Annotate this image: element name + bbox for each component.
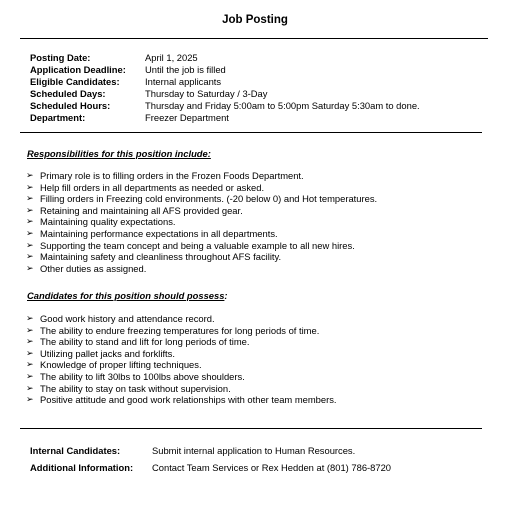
arrow-bullet-icon: ➢ — [26, 216, 34, 227]
detail-row-application-deadline — [30, 64, 420, 76]
detail-value: Freezer Department — [145, 111, 229, 123]
list-item-text: The ability to lift 30lbs to 100lbs above shoulders. — [40, 370, 245, 382]
list-item — [26, 182, 377, 194]
list-item-text: Filling orders in Freezing cold environments. (-20 below 0) and Hot temperatures. — [40, 193, 378, 205]
list-item-text: Other duties as assigned. — [40, 262, 147, 274]
footer-label: Internal Candidates: — [30, 445, 121, 456]
list-item-text: Retaining and maintaining all AFS provided gear. — [40, 204, 243, 216]
list-item-text: Knowledge of proper lifting techniques. — [40, 359, 202, 371]
detail-label: Posting Date: — [30, 52, 91, 63]
arrow-bullet-icon: ➢ — [26, 181, 34, 192]
list-item — [26, 348, 337, 360]
list-item-text: Maintaining quality expectations. — [40, 216, 176, 228]
list-item — [26, 325, 337, 337]
list-item — [26, 383, 337, 395]
arrow-bullet-icon: ➢ — [26, 370, 34, 381]
arrow-bullet-icon: ➢ — [26, 382, 34, 393]
detail-label: Scheduled Days: — [30, 87, 106, 99]
list-item — [26, 359, 337, 371]
arrow-bullet-icon: ➢ — [26, 204, 34, 215]
arrow-bullet-icon: ➢ — [26, 359, 34, 370]
list-item-text: The ability to endure freezing temperatures for long periods of time. — [40, 324, 320, 336]
top-divider — [20, 38, 488, 39]
list-item-text: The ability to stand and lift for long periods of time. — [40, 336, 250, 348]
detail-row-eligible-candidates — [30, 76, 420, 88]
list-item — [26, 263, 377, 275]
footer-row-internal-candidates — [30, 442, 391, 459]
qualifications-heading-text: Candidates for this position should possess — [27, 290, 225, 301]
responsibilities-heading — [27, 148, 211, 159]
arrow-bullet-icon: ➢ — [26, 347, 34, 358]
detail-value: Internal applicants — [145, 75, 222, 87]
list-item — [26, 251, 377, 263]
list-item-text: The ability to stay on task without supervision. — [40, 382, 231, 394]
contact-footer — [30, 442, 391, 476]
list-item — [26, 313, 337, 325]
detail-label: Eligible Candidates: — [30, 75, 120, 87]
qualifications-heading-colon: : — [224, 290, 228, 301]
detail-value: Thursday to Saturday / 3-Day — [145, 87, 268, 99]
list-item-text: Maintaining performance expectations in all departments. — [40, 227, 278, 239]
list-item — [26, 394, 337, 406]
detail-value: Until the job is filled — [145, 63, 226, 75]
list-item-text: Help fill orders in all departments as needed or asked. — [40, 181, 265, 193]
list-item-text: Utilizing pallet jacks and forklifts. — [40, 347, 175, 359]
arrow-bullet-icon: ➢ — [26, 394, 34, 405]
list-item-text: Primary role is to filling orders in the Frozen Foods Department. — [40, 170, 304, 181]
list-item — [26, 371, 337, 383]
list-item — [26, 170, 377, 182]
detail-row-scheduled-hours — [30, 100, 420, 112]
list-item-text: Positive attitude and good work relationships with other team members. — [40, 394, 337, 406]
arrow-bullet-icon: ➢ — [26, 313, 34, 323]
footer-value: Contact Team Services or Rex Hedden at (801) 786-8720 — [152, 462, 392, 473]
arrow-bullet-icon: ➢ — [26, 227, 34, 238]
footer-row-additional-information — [30, 459, 391, 476]
detail-row-scheduled-days — [30, 88, 420, 100]
detail-value: April 1, 2025 — [145, 52, 198, 63]
arrow-bullet-icon: ➢ — [26, 336, 34, 347]
list-item — [26, 228, 377, 240]
footer-divider — [20, 428, 482, 429]
qualifications-list — [26, 313, 337, 406]
responsibilities-heading-text: Responsibilities for this position include: — [27, 148, 211, 159]
list-item — [26, 205, 377, 217]
arrow-bullet-icon: ➢ — [26, 239, 34, 250]
list-item-text: Good work history and attendance record. — [40, 313, 215, 324]
detail-value: Thursday and Friday 5:00am to 5:00pm Saturday 5:30am to done. — [145, 99, 420, 111]
arrow-bullet-icon: ➢ — [26, 251, 34, 262]
detail-label: Scheduled Hours: — [30, 99, 111, 111]
arrow-bullet-icon: ➢ — [26, 170, 34, 180]
list-item — [26, 216, 377, 228]
arrow-bullet-icon: ➢ — [26, 324, 34, 335]
detail-row-department — [30, 112, 420, 124]
detail-row-posting-date — [30, 52, 420, 64]
section-divider — [20, 132, 482, 133]
footer-label: Additional Information: — [30, 462, 134, 473]
page-title: Job Posting — [222, 14, 288, 26]
arrow-bullet-icon: ➢ — [26, 193, 34, 204]
list-item — [26, 336, 337, 348]
arrow-bullet-icon: ➢ — [26, 262, 34, 273]
list-item-text: Maintaining safety and cleanliness throughout AFS facility. — [40, 251, 282, 263]
detail-label: Department: — [30, 111, 86, 123]
list-item — [26, 193, 377, 205]
qualifications-heading — [27, 290, 228, 301]
responsibilities-list — [26, 170, 377, 274]
posting-details — [30, 52, 420, 123]
detail-label: Application Deadline: — [30, 63, 126, 75]
list-item-text: Supporting the team concept and being a valuable example to all new hires. — [40, 239, 355, 251]
footer-value: Submit internal application to Human Resources. — [152, 445, 356, 456]
list-item — [26, 240, 377, 252]
